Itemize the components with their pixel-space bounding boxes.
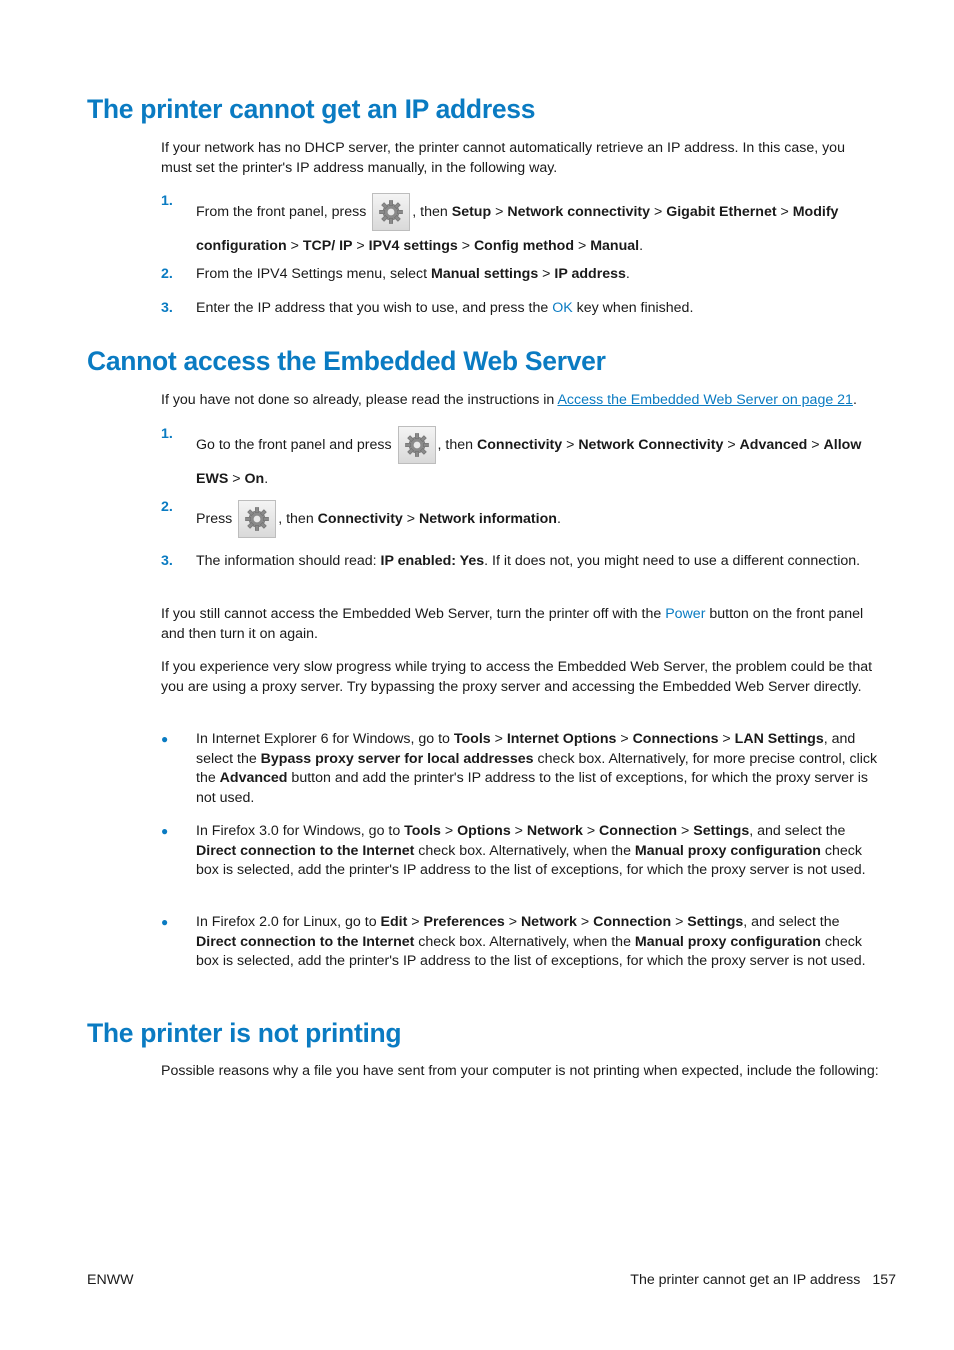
section-title-ip-address: The printer cannot get an IP address <box>87 94 536 124</box>
bullet-text: In Internet Explorer 6 for Windows, go to Tools > Internet Options > Connections > LAN Settings, and select the Bypass proxy server for local addresses check box. Alternatively, for more precise control, click the Advanced button and add the printer's IP address to the list of exceptions, for which the proxy server is not used. <box>196 731 878 806</box>
ok-key-label: OK <box>552 300 573 316</box>
footer-left-label: ENWW <box>87 1272 134 1288</box>
step-text: Press , then Connectivity > Network information. <box>196 500 879 538</box>
step-text: Go to the front panel and press , then Connectivity > Network Connectivity > Advanced > Allow EWS > On. <box>196 426 879 495</box>
step-number: 3. <box>161 300 173 316</box>
section-title-not-printing: The printer is not printing <box>87 1018 402 1048</box>
ews-page-link[interactable]: Access the Embedded Web Server on page 21 <box>557 392 853 408</box>
section-intro: Possible reasons why a file you have sent from your computer is not printing when expected, include the following: <box>161 1063 879 1079</box>
page-number: 157 <box>872 1272 896 1288</box>
step-number: 1. <box>161 426 173 442</box>
gear-icon[interactable] <box>398 426 436 464</box>
section-title-ews: Cannot access the Embedded Web Server <box>87 346 606 376</box>
proxy-paragraph: If you experience very slow progress while trying to access the Embedded Web Server, the problem could be that you are using a proxy server. Try bypassing the proxy server and accessing the Embedded Web Server directly. <box>161 659 873 695</box>
bullet-text: In Firefox 2.0 for Linux, go to Edit > Preferences > Network > Connection > Settings, and select the Direct connection to the Internet check box. Alternatively, when the Manual proxy configuration check box is selected, add the printer's IP address to the list of exceptions, for which the proxy server is not used. <box>196 914 866 969</box>
step-text: From the IPV4 Settings menu, select Manual settings > IP address. <box>196 266 630 282</box>
gear-icon[interactable] <box>372 193 410 231</box>
power-button-label: Power <box>665 606 706 622</box>
step-text: The information should read: IP enabled: Yes. If it does not, you might need to use a different connection. <box>196 553 861 569</box>
bullet-text: In Firefox 3.0 for Windows, go to Tools > Options > Network > Connection > Settings, and select the Direct connection to the Internet check box. Alternatively, when the Manual proxy configuration check box is selected, add the printer's IP address to the list of exceptions, for which the proxy server is not used. <box>196 823 866 878</box>
gear-icon[interactable] <box>238 500 276 538</box>
step-number: 1. <box>161 193 173 209</box>
section-intro: If you have not done so already, please read the instructions in Access the Embedded Web Server on page 21. <box>161 392 857 408</box>
bullet-icon: ● <box>161 824 169 838</box>
bullet-icon: ● <box>161 732 169 746</box>
section-intro: If your network has no DHCP server, the printer cannot automatically retrieve an IP address. In this case, you must set the printer's IP address manually, in the following way. <box>161 140 845 176</box>
footer-section-title: The printer cannot get an IP address <box>630 1272 861 1288</box>
step-number: 2. <box>161 499 173 515</box>
footer-right <box>630 1271 896 1291</box>
step-number: 2. <box>161 266 173 282</box>
step-text: Enter the IP address that you wish to use, and press the OK key when finished. <box>196 300 694 316</box>
step-text: From the front panel, press , then Setup > Network connectivity > Gigabit Ethernet > Modify configuration > TCP/ IP > IPV4 settings > Config method > Manual. <box>196 193 879 262</box>
power-paragraph: If you still cannot access the Embedded Web Server, turn the printer off with the Power button on the front panel and then turn it on again. <box>161 606 864 642</box>
step-number: 3. <box>161 553 173 569</box>
bullet-icon: ● <box>161 915 169 929</box>
